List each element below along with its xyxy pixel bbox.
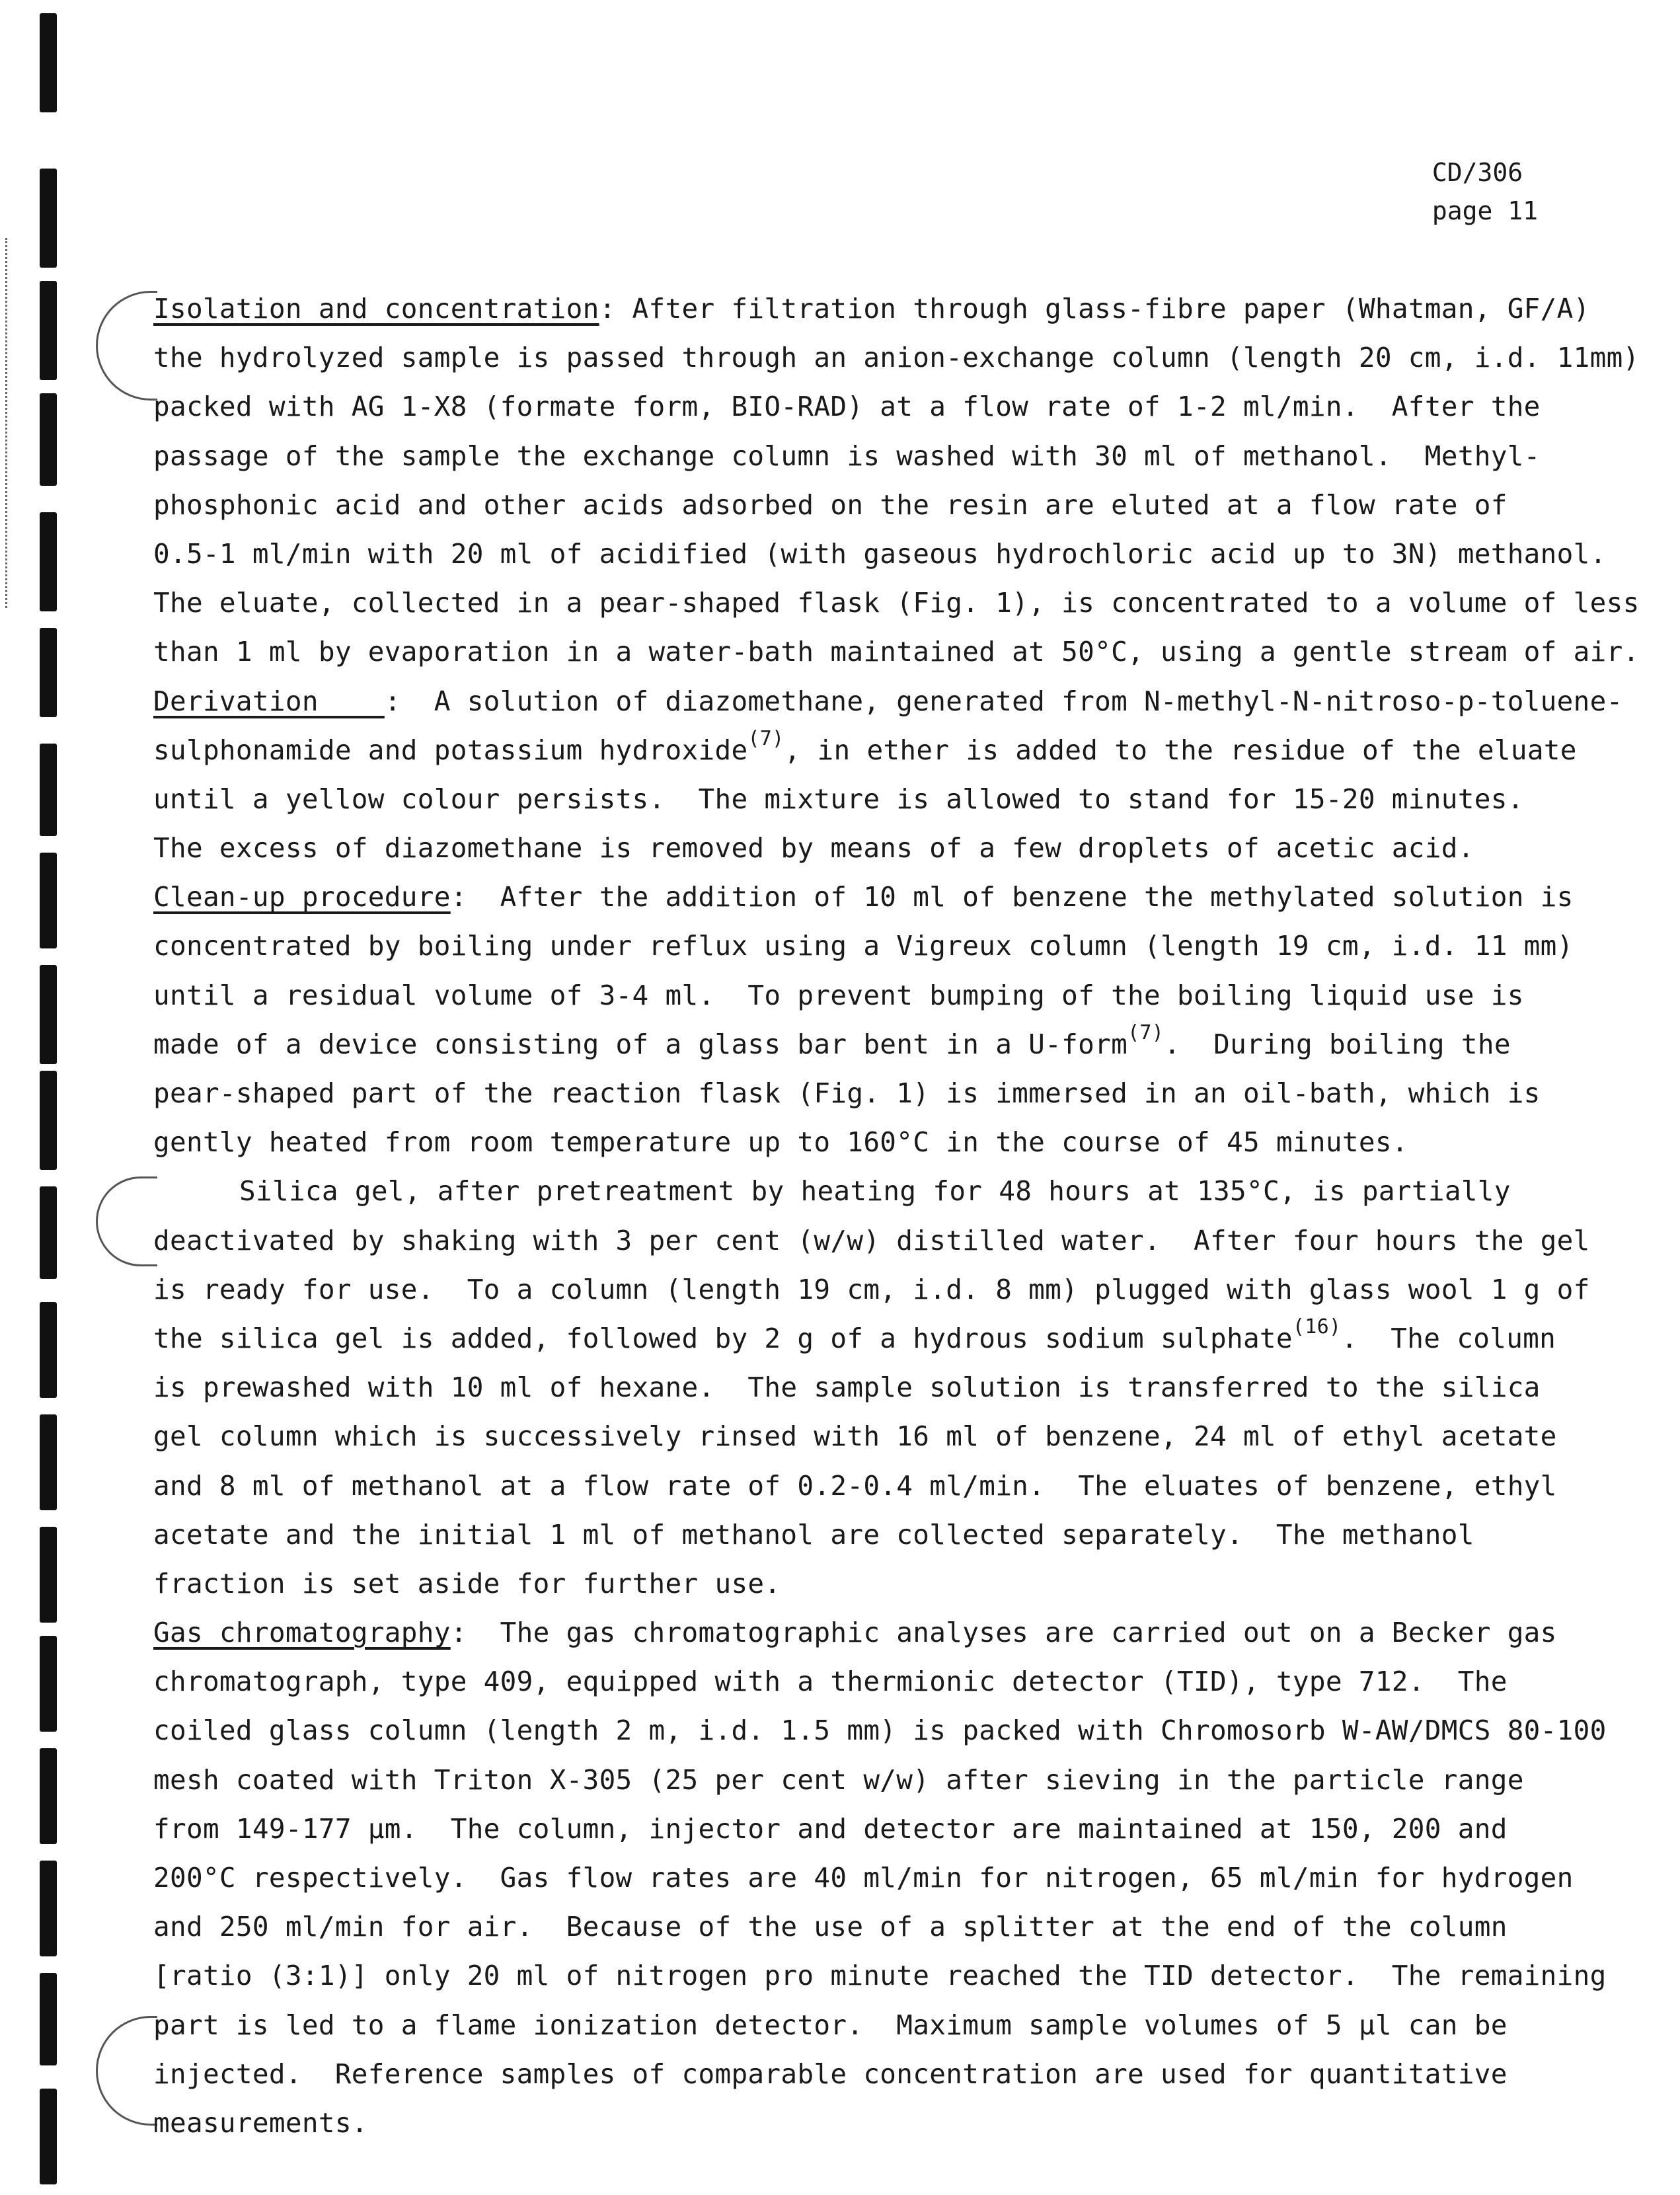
text-line bbox=[153, 2099, 1601, 2147]
text-line bbox=[153, 1608, 1601, 1657]
text-line bbox=[153, 971, 1601, 1020]
line-text: is prewashed with 10 ml of hexane. The sample solution is transferred to the silica bbox=[153, 1371, 1541, 1404]
line-text: injected. Reference samples of comparable concentration are used for quantitative bbox=[153, 2058, 1508, 2090]
line-text: gently heated from room temperature up to 160°C in the course of 45 minutes. bbox=[153, 1126, 1408, 1159]
line-text: The eluate, collected in a pear-shaped flask (Fig. 1), is concentrated to a volume of less bbox=[153, 587, 1640, 619]
line-text: : The gas chromatographic analyses are carried out on a Becker gas bbox=[450, 1617, 1557, 1649]
page-edge-dots bbox=[5, 238, 7, 608]
text-line bbox=[153, 432, 1601, 481]
line-text: acetate and the initial 1 ml of methanol are collected separately. The methanol bbox=[153, 1518, 1474, 1551]
line-text: until a residual volume of 3-4 ml. To prevent bumping of the boiling liquid use is bbox=[153, 979, 1524, 1011]
binder-mark bbox=[40, 13, 57, 112]
text-line bbox=[153, 1951, 1607, 2000]
line-text: [ratio (3:1)] only 20 ml of nitrogen pro minute reached the TID detector. The remaining bbox=[153, 1960, 1607, 1992]
document-id: CD/306 bbox=[1432, 158, 1523, 187]
line-text: deactivated by shaking with 3 per cent (w/w) distilled water. After four hours the gel bbox=[153, 1224, 1590, 1256]
binder-mark bbox=[40, 1414, 57, 1510]
text-line bbox=[153, 627, 1640, 676]
text-line bbox=[153, 1559, 1601, 1608]
text-line bbox=[153, 726, 1601, 775]
text-line bbox=[153, 1265, 1601, 1314]
line-text: until a yellow colour persists. The mixture is allowed to stand for 15-20 minutes. bbox=[153, 783, 1524, 815]
body-text bbox=[153, 284, 1640, 2147]
line-text: the hydrolyzed sample is passed through an anion-exchange column (length 20 cm, i.d. 11mm) bbox=[153, 342, 1640, 374]
binder-mark bbox=[40, 853, 57, 948]
reference-superscript: (7) bbox=[747, 726, 784, 750]
binder-mark bbox=[40, 1302, 57, 1398]
text-line bbox=[153, 2050, 1601, 2099]
section-heading: Isolation and concentration bbox=[153, 293, 599, 325]
text-line bbox=[153, 1902, 1601, 1951]
line-text: and 250 ml/min for air. Because of the use of a splitter at the end of the column bbox=[153, 1911, 1508, 1943]
text-line bbox=[153, 1853, 1601, 1902]
line-text: is ready for use. To a column (length 19 cm, i.d. 8 mm) plugged with glass wool 1 g of bbox=[153, 1273, 1590, 1305]
line-text: from 149-177 µm. The column, injector and detector are maintained at 150, 200 and bbox=[153, 1812, 1508, 1845]
line-text: concentrated by boiling under reflux using a Vigreux column (length 19 cm, i.d. 11 mm) bbox=[153, 930, 1574, 962]
line-text: , in ether is added to the residue of the eluate bbox=[784, 734, 1577, 766]
page-number: page 11 bbox=[1432, 196, 1538, 225]
margin-bracket bbox=[96, 1176, 157, 1266]
text-line bbox=[153, 1363, 1601, 1412]
text-line bbox=[153, 824, 1601, 872]
text-line bbox=[153, 1755, 1601, 1804]
text-line bbox=[153, 1804, 1601, 1853]
line-text: pear-shaped part of the reaction flask (Fig. 1) is immersed in an oil-bath, which is bbox=[153, 1077, 1541, 1109]
line-text: the silica gel is added, followed by 2 g of a hydrous sodium sulphate bbox=[153, 1322, 1293, 1354]
line-text: . The column bbox=[1341, 1322, 1556, 1354]
binder-mark bbox=[40, 1636, 57, 1732]
binder-mark bbox=[40, 1527, 57, 1623]
line-text: sulphonamide and potassium hydroxide bbox=[153, 734, 748, 766]
binder-mark bbox=[40, 169, 57, 268]
binder-mark bbox=[40, 1186, 57, 1279]
binder-margin bbox=[0, 0, 73, 2195]
line-text: and 8 ml of methanol at a flow rate of 0.2-0.4 ml/min. The eluates of benzene, ethyl bbox=[153, 1469, 1557, 1502]
line-text: coiled glass column (length 2 m, i.d. 1.5 mm) is packed with Chromosorb W-AW/DMCS 80-100 bbox=[153, 1714, 1607, 1747]
line-text: phosphonic acid and other acids adsorbed on the resin are eluted at a flow rate of bbox=[153, 488, 1508, 521]
line-text: Silica gel, after pretreatment by heating for 48 hours at 135°C, is partially bbox=[239, 1175, 1511, 1208]
text-line bbox=[153, 578, 1640, 627]
text-line bbox=[153, 872, 1601, 921]
text-line bbox=[153, 382, 1601, 431]
line-text: part is led to a flame ionization detector. Maximum sample volumes of 5 µl can be bbox=[153, 2009, 1508, 2041]
text-line bbox=[153, 677, 1623, 726]
line-text: measurements. bbox=[153, 2106, 368, 2139]
text-line bbox=[153, 1020, 1601, 1069]
line-text: . During boiling the bbox=[1164, 1028, 1511, 1060]
binder-mark bbox=[40, 1071, 57, 1170]
text-line bbox=[153, 1216, 1601, 1265]
binder-mark bbox=[40, 1748, 57, 1844]
text-line bbox=[153, 481, 1601, 529]
binder-mark bbox=[40, 281, 57, 380]
text-line bbox=[153, 1314, 1601, 1363]
margin-bracket bbox=[96, 291, 157, 401]
binder-mark bbox=[40, 1861, 57, 1956]
text-line bbox=[153, 1069, 1601, 1118]
line-text: 200°C respectively. Gas flow rates are 40 ml/min for nitrogen, 65 ml/min for hydrogen bbox=[153, 1862, 1574, 1894]
binder-mark bbox=[40, 2089, 57, 2184]
text-line bbox=[153, 1167, 1601, 1215]
line-text: chromatograph, type 409, equipped with a thermionic detector (TID), type 712. The bbox=[153, 1666, 1508, 1698]
line-text: 0.5-1 ml/min with 20 ml of acidified (with gaseous hydrochloric acid up to 3N) methanol. bbox=[153, 537, 1607, 570]
section-heading: Clean-up procedure bbox=[153, 881, 451, 913]
text-line bbox=[153, 1510, 1601, 1559]
line-text: : After filtration through glass-fibre paper (Whatman, GF/A) bbox=[599, 293, 1590, 325]
line-text: mesh coated with Triton X-305 (25 per cent w/w) after sieving in the particle range bbox=[153, 1763, 1524, 1796]
line-text: packed with AG 1-X8 (formate form, BIO-RAD) at a flow rate of 1-2 ml/min. After the bbox=[153, 391, 1541, 423]
line-text: : After the addition of 10 ml of benzene the methylated solution is bbox=[450, 881, 1574, 913]
section-heading: Gas chromatography bbox=[153, 1617, 451, 1649]
text-line bbox=[153, 529, 1607, 578]
reference-superscript: (16) bbox=[1292, 1315, 1342, 1338]
reference-superscript: (7) bbox=[1127, 1020, 1165, 1044]
text-line bbox=[153, 775, 1601, 824]
binder-mark bbox=[40, 393, 57, 486]
text-line bbox=[153, 1706, 1607, 1755]
text-line bbox=[153, 333, 1640, 382]
line-text: than 1 ml by evaporation in a water-bath maintained at 50°C, using a gentle stream of air. bbox=[153, 636, 1640, 668]
binder-mark bbox=[40, 628, 57, 717]
section-heading: Derivation bbox=[153, 685, 385, 717]
line-text: fraction is set aside for further use. bbox=[153, 1567, 781, 1599]
text-line bbox=[153, 1118, 1601, 1167]
line-text: : A solution of diazomethane, generated from N-methyl-N-nitroso-p-toluene- bbox=[384, 685, 1623, 717]
text-line bbox=[153, 2001, 1601, 2050]
binder-mark bbox=[40, 512, 57, 611]
binder-mark bbox=[40, 1973, 57, 2065]
binder-mark bbox=[40, 744, 57, 836]
line-text: The excess of diazomethane is removed by means of a few droplets of acetic acid. bbox=[153, 832, 1474, 865]
line-text: made of a device consisting of a glass bar bent in a U-form bbox=[153, 1028, 1128, 1060]
text-line bbox=[153, 921, 1601, 970]
line-text: gel column which is successively rinsed with 16 ml of benzene, 24 ml of ethyl acetate bbox=[153, 1420, 1557, 1453]
document-reference bbox=[1432, 153, 1538, 230]
text-line bbox=[153, 1461, 1601, 1510]
text-line bbox=[153, 1657, 1601, 1706]
text-line bbox=[153, 284, 1601, 333]
text-line bbox=[153, 1412, 1601, 1461]
margin-bracket bbox=[96, 2016, 157, 2126]
line-text: passage of the sample the exchange column is washed with 30 ml of methanol. Methyl- bbox=[153, 440, 1541, 472]
binder-mark bbox=[40, 965, 57, 1064]
